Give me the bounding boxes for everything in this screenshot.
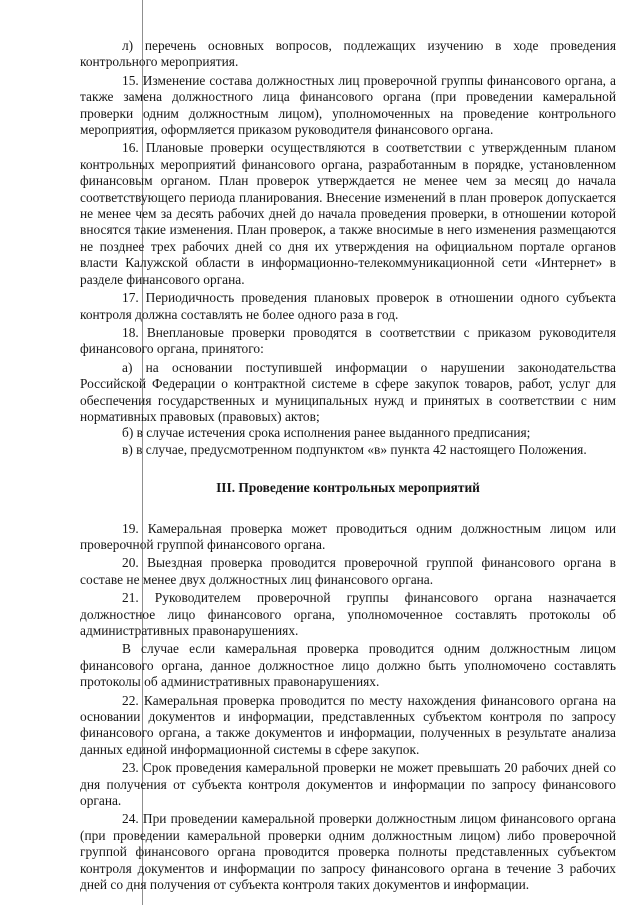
paragraph-21-note: В случае если камеральная проверка проводится одним должностным лицом финансового органа, данное должностное лицо должно быть уполномочено составлять протоколы об административных правонарушениях. xyxy=(80,641,616,690)
paragraph-l: л) перечень основных вопросов, подлежащих изучению в ходе проведения контрольного мероприятия. xyxy=(80,38,616,70)
paragraph-18: 18. Внеплановые проверки проводятся в соответствии с приказом руководителя финансового органа, принятого: xyxy=(80,324,616,357)
paragraph-18-a: а) на основании поступившей информации о нарушении законодательства Российской Федерации о контрактной системе в сфере закупок товаров, работ, услуг для обеспечения государственных и муниципальных нужд и принятых в соответствии с ним нормативных правовых (правовых) актов; xyxy=(80,359,616,424)
paragraph-23: 23. Срок проведения камеральной проверки не может превышать 20 рабочих дней со дня получения от субъекта контроля документов и информации по запросу финансового органа. xyxy=(80,760,616,809)
paragraph-16: 16. Плановые проверки осуществляются в соответствии с утвержденным планом контрольных мероприятий финансового органа, разработанным в порядке, установленном финансовым органом. План проверок утверждается не менее чем за месяц до начала соответствующего периода планирования. Внесение изменений в план проверок допускается не менее чем за десять рабочих дней до начала проведения проверки, в отношении которой вносятся такие изменения. План проверок, а также вносимые в него изменения размещаются не позднее трех рабочих дней со дня их утверждения на официальном портале органов власти Калужской области в информационно-телекоммуникационной сети «Интернет» в разделе финансового органа. xyxy=(80,140,616,287)
paragraph-20: 20. Выездная проверка проводится проверочной группой финансового органа в составе не менее двух должностных лиц финансового органа. xyxy=(80,555,616,587)
paragraph-22: 22. Камеральная проверка проводится по месту нахождения финансового органа на основании документов и информации, представленных субъектом контроля по запросу финансового органа, а также документов и информации, полученных в результате анализа данных единой информационной системы в сфере закупок. xyxy=(80,692,616,757)
paragraph-18-v: в) в случае, предусмотренном подпунктом «в» пункта 42 настоящего Положения. xyxy=(122,441,587,457)
paragraph-17: 17. Периодичность проведения плановых проверок в отношении одного субъекта контроля должна составлять не более одного раза в год. xyxy=(80,290,616,322)
paragraph-18-b: б) в случае истечения срока исполнения ранее выданного предписания; xyxy=(122,425,531,441)
section-heading: III. Проведение контрольных мероприятий xyxy=(216,480,480,496)
paragraph-21: 21. Руководителем проверочной группы финансового органа назначается должностное лицо финансового органа, уполномоченное составлять протоколы об административных правонарушениях. xyxy=(80,590,616,638)
paragraph-24: 24. При проведении камеральной проверки должностным лицом финансового органа (при проведении камеральной проверки одним должностным лицом) либо проверочной группой финансового органа проводится проверка полноты представленных субъектом контроля документов и информации по запросу финансового органа в течение 3 рабочих дней со дня получения от субъекта контроля таких документов и информации. xyxy=(80,811,616,893)
paragraph-15: 15. Изменение состава должностных лиц проверочной группы финансового органа, а также замена должностного лица финансового органа (при проведении камеральной проверки одним должностным лицом), уполномоченных на проведение контрольного мероприятия, оформляется приказом руководителя финансового органа. xyxy=(80,72,616,138)
document-body xyxy=(80,38,616,894)
paragraph-19: 19. Камеральная проверка может проводиться одним должностным лицом или проверочной группой финансового органа. xyxy=(80,520,616,552)
